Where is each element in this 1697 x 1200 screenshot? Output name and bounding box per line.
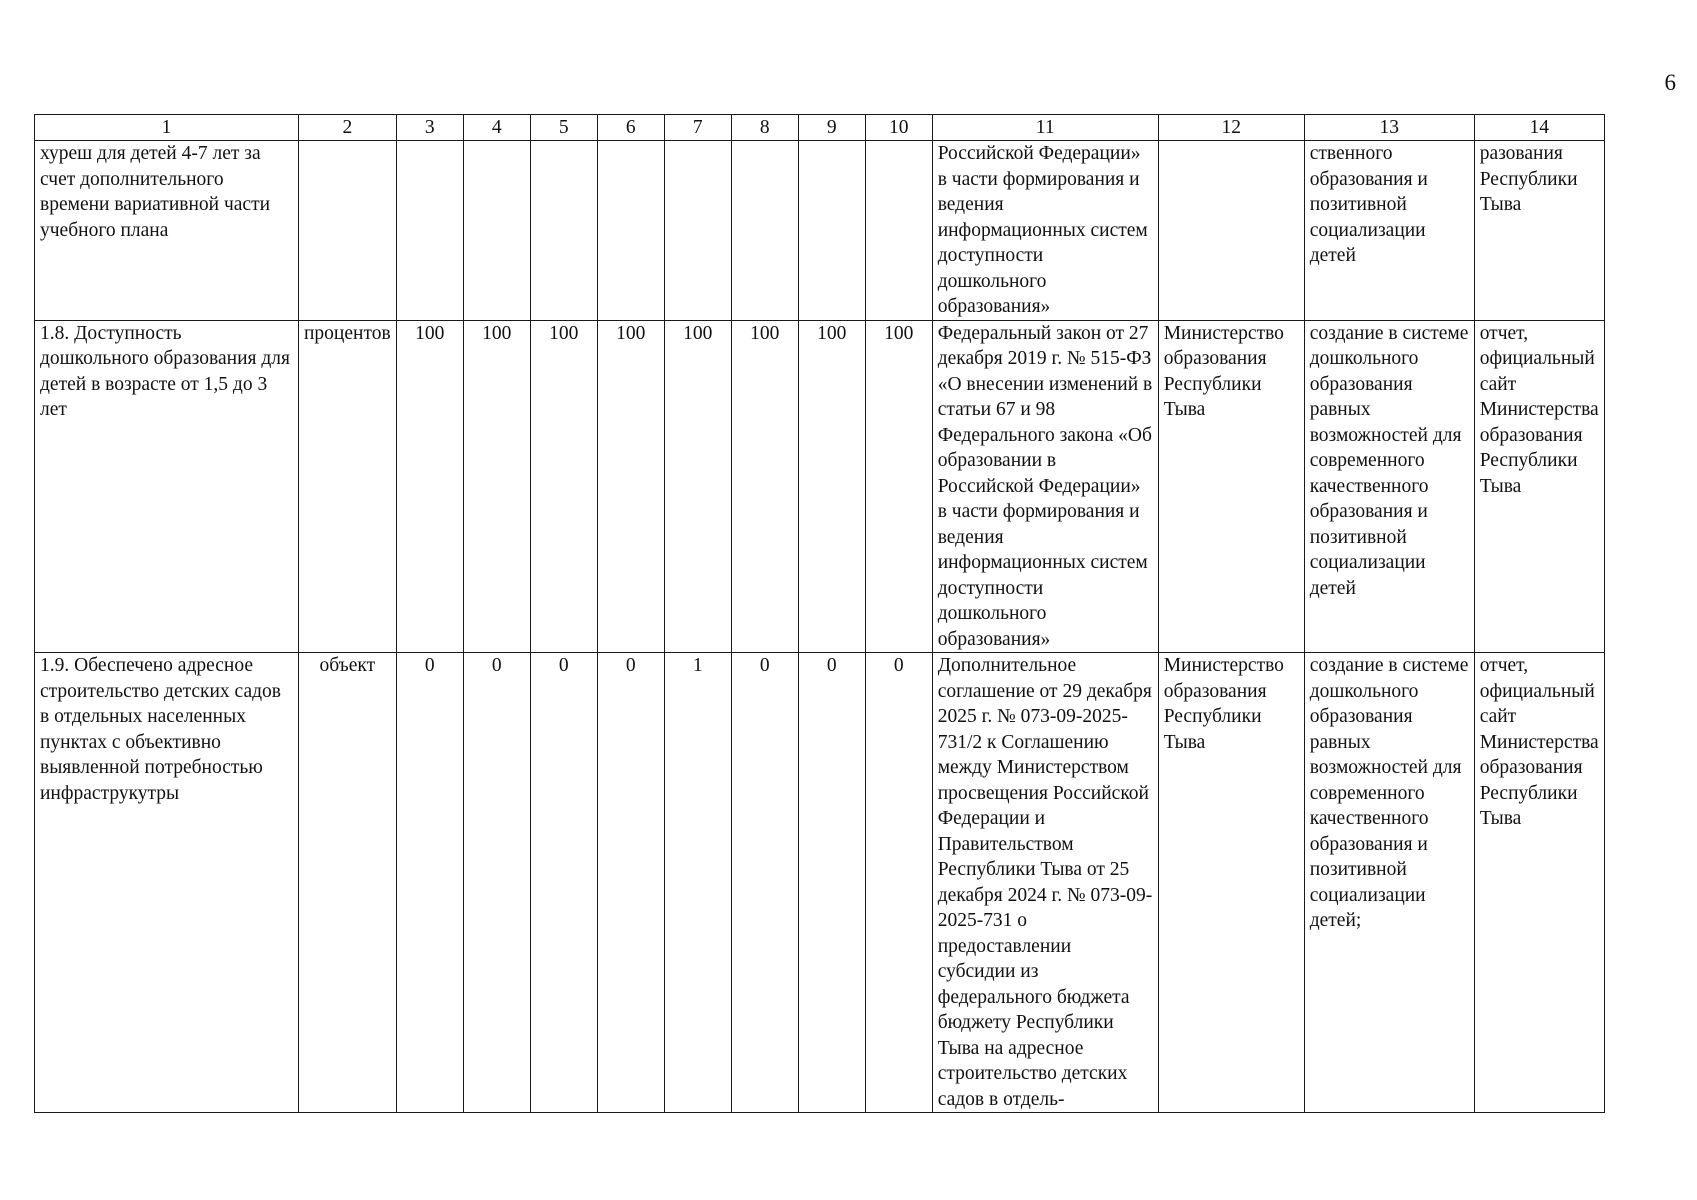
- page-number: 6: [1664, 70, 1676, 95]
- value-cell: 1: [664, 653, 731, 1113]
- source-cell: отчет, официальный сайт Министерства образования Республики Тыва: [1474, 653, 1604, 1113]
- result-cell: создание в системе дошкольного образования равных возможностей для современного качественного образования и позитивной социализации детей: [1304, 320, 1474, 653]
- value-cell: [731, 141, 798, 321]
- unit-cell: [299, 141, 397, 321]
- unit-cell: процентов: [299, 320, 397, 653]
- table-row: [35, 320, 1605, 653]
- value-cell: [664, 141, 731, 321]
- source-cell: отчет, официальный сайт Министерства образования Республики Тыва: [1474, 320, 1604, 653]
- value-cell: 100: [865, 320, 932, 653]
- value-cell: 100: [664, 320, 731, 653]
- value-cell: 100: [798, 320, 865, 653]
- table-row: [35, 141, 1605, 321]
- value-cell: 0: [396, 653, 463, 1113]
- responsible-cell: Министерство образования Республики Тыва: [1158, 320, 1304, 653]
- responsible-cell: Министерство образования Республики Тыва: [1158, 653, 1304, 1113]
- column-number: 4: [463, 115, 530, 141]
- value-cell: 0: [865, 653, 932, 1113]
- value-cell: [530, 141, 597, 321]
- column-number: 12: [1158, 115, 1304, 141]
- document-cell: Федеральный закон от 27 декабря 2019 г. № 515-ФЗ «О внесении изменений в статьи 67 и 98 Федерального закона «Об образовании в Российской Федерации» в части формирования и ведения информационных систем доступности дошкольного образования»: [932, 320, 1158, 653]
- source-cell: разования Республики Тыва: [1474, 141, 1604, 321]
- value-cell: 0: [597, 653, 664, 1113]
- responsible-cell: [1158, 141, 1304, 321]
- value-cell: 0: [530, 653, 597, 1113]
- column-number: 7: [664, 115, 731, 141]
- column-number: 14: [1474, 115, 1604, 141]
- column-number: 1: [35, 115, 299, 141]
- document-cell: Дополнительное соглашение от 29 декабря 2025 г. № 073-09-2025-731/2 к Соглашению между Министерством просвещения Российской Федерации и Правительством Республики Тыва от 25 декабря 2024 г. № 073-09-2025-731 о предоставлении субсидии из федерального бюджета бюджету Республики Тыва на адресное строительство детских садов в отдель-: [932, 653, 1158, 1113]
- column-number: 10: [865, 115, 932, 141]
- column-number: 6: [597, 115, 664, 141]
- value-cell: [597, 141, 664, 321]
- column-number: 5: [530, 115, 597, 141]
- result-cell: ственного образования и позитивной социализации детей: [1304, 141, 1474, 321]
- value-cell: 100: [463, 320, 530, 653]
- value-cell: 100: [396, 320, 463, 653]
- value-cell: 100: [530, 320, 597, 653]
- indicator-table: [34, 114, 1605, 1113]
- value-cell: 0: [798, 653, 865, 1113]
- value-cell: 100: [731, 320, 798, 653]
- result-cell: создание в системе дошкольного образования равных возможностей для современного качественного образования и позитивной социализации детей;: [1304, 653, 1474, 1113]
- column-number: 9: [798, 115, 865, 141]
- table-row: [35, 653, 1605, 1113]
- value-cell: [463, 141, 530, 321]
- column-number: 2: [299, 115, 397, 141]
- value-cell: [396, 141, 463, 321]
- indicator-cell: 1.9. Обеспечено адресное строительство детских садов в отдельных населенных пунктах с объективно выявленной потребностью инфраструкутры: [35, 653, 299, 1113]
- header-row: [35, 115, 1605, 141]
- unit-cell: объект: [299, 653, 397, 1113]
- column-number: 3: [396, 115, 463, 141]
- value-cell: 0: [463, 653, 530, 1113]
- document-cell: Российской Федерации» в части формирования и ведения информационных систем доступности дошкольного образования»: [932, 141, 1158, 321]
- indicator-cell: 1.8. Доступность дошкольного образования для детей в возрасте от 1,5 до 3 лет: [35, 320, 299, 653]
- value-cell: 100: [597, 320, 664, 653]
- value-cell: 0: [731, 653, 798, 1113]
- value-cell: [798, 141, 865, 321]
- column-number: 13: [1304, 115, 1474, 141]
- column-number: 8: [731, 115, 798, 141]
- value-cell: [865, 141, 932, 321]
- column-number: 11: [932, 115, 1158, 141]
- indicator-cell: хуреш для детей 4-7 лет за счет дополнительного времени вариативной части учебного плана: [35, 141, 299, 321]
